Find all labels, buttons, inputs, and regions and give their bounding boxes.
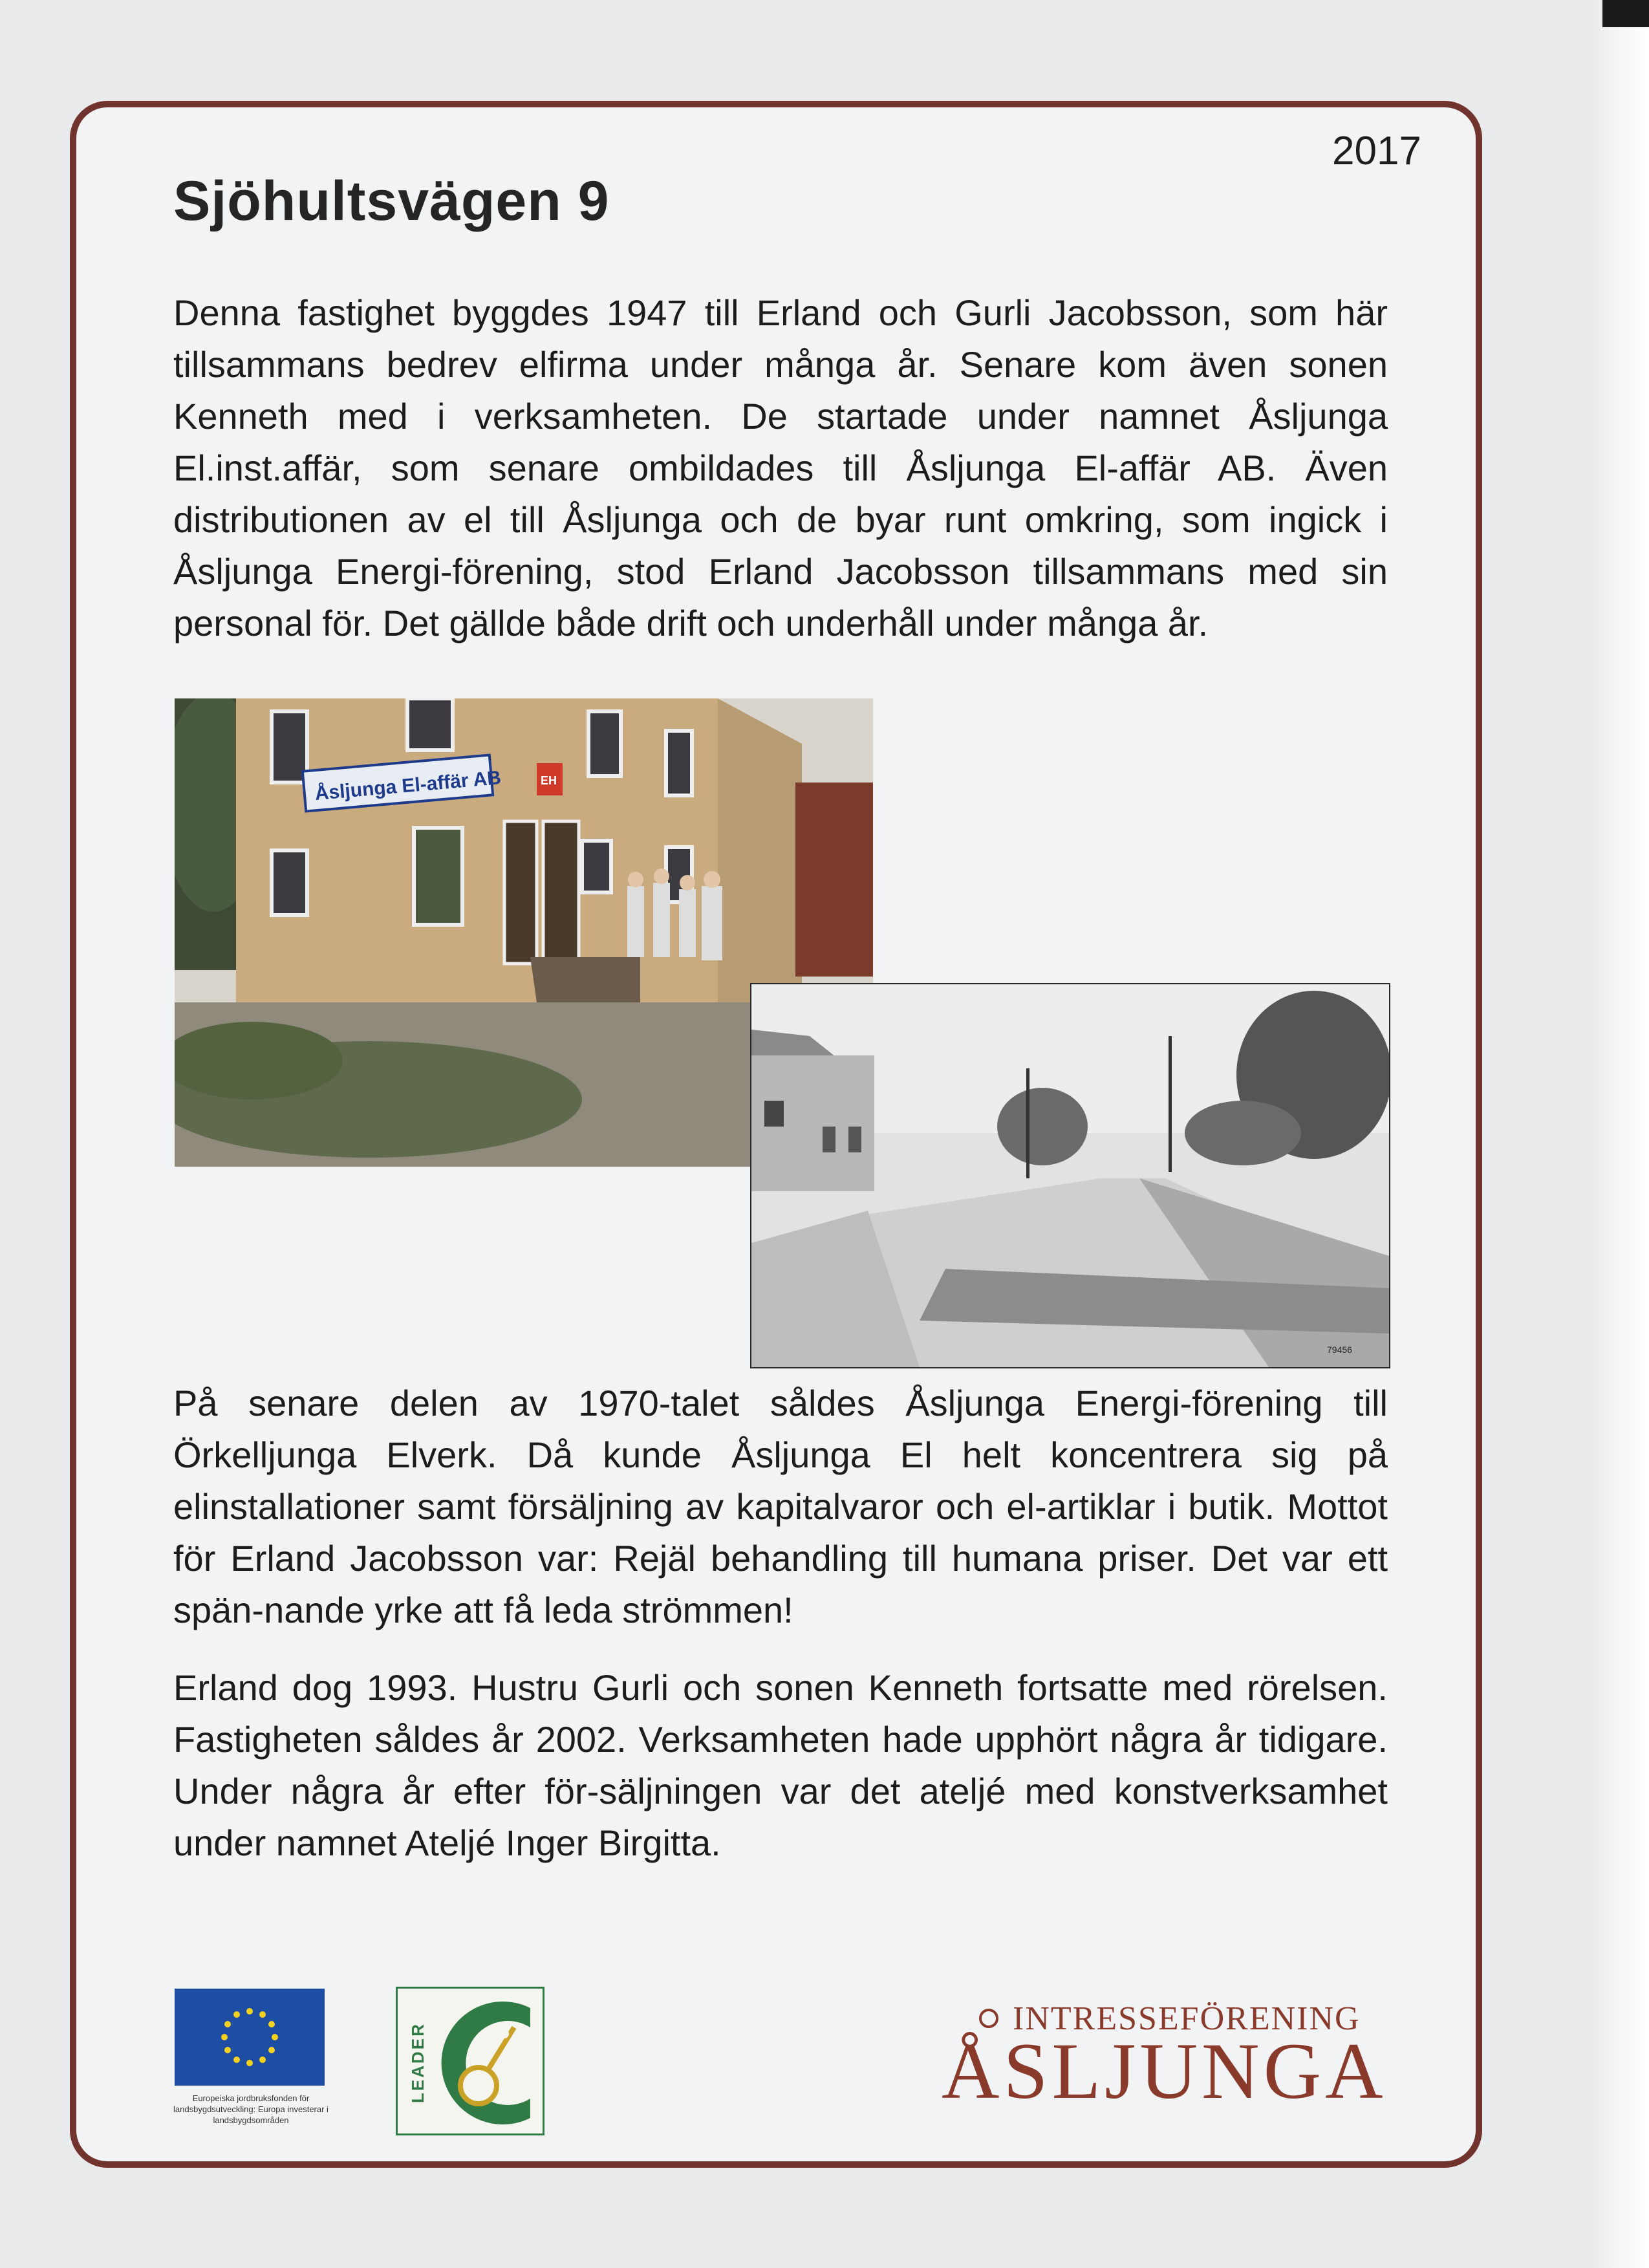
eu-stars-icon (175, 1989, 325, 2086)
scan-corner (1602, 0, 1649, 27)
historic-street-photo (750, 983, 1390, 1368)
page-title: Sjöhultsvägen 9 (173, 170, 610, 232)
archive-number: 79456 (1327, 1345, 1352, 1355)
eu-flag-logo (175, 1989, 325, 2086)
shop-sign-text: Åsljunga El-affär AB (314, 767, 502, 805)
asljunga-association-logo (942, 1994, 1459, 2124)
scan-edge (1591, 0, 1649, 2268)
leader-emblem-icon (398, 1989, 546, 2137)
leader-label: LEADER (408, 2022, 427, 2104)
eu-fund-caption: Europeiska jordbruksfonden för landsbygdsutveckling: Europa investerar i landsbygdsområden (173, 2093, 329, 2125)
paragraph-later-years: Erland dog 1993. Hustru Gurli och sonen Kenneth fortsatte med rörelsen. Fastigheten såldes år 2002. Verksamheten hade upphört några år tidigare. Under några år efter för-säljningen var det ateljé med konstverksamhet under namnet Ateljé Inger Birgitta. (173, 1667, 1388, 1863)
org-name-line2: ÅSLJUNGA (942, 2027, 1387, 2115)
street-illustration (751, 984, 1389, 1367)
paragraph-history: Denna fastighet byggdes 1947 till Erland och Gurli Jacobsson, som här tillsammans bedrev elfirma under många år. Senare kom även sonen Kenneth med i verksamheten. De startade under namnet Åsljunga El.inst.affär, som senare ombildades till Åsljunga El-affär AB. Även distributionen av el till Åsljunga och de byar runt omkring, som ingick i Åsljunga Energi-förening, stod Erland Jacobsson tillsammans med sin personal för. Det gällde både drift och underhåll under många år. (173, 292, 1388, 643)
small-sign-text: EH (541, 774, 557, 787)
paragraph-sale: På senare delen av 1970-talet såldes Åsljunga Energi-förening till Örkelljunga Elverk. Då kunde Åsljunga El helt koncentrera sig på elinstallationer samt försäljning av kapitalvaror och el-artiklar i butik. Mottot för Erland Jacobsson var: Rejäl behandling till humana priser. Det var ett spän-nande yrke att få leda strömmen! (173, 1383, 1388, 1630)
year-label: 2017 (1332, 129, 1421, 173)
leader-logo (396, 1987, 544, 2135)
org-name-line1: INTRESSEFÖRENING (1013, 2000, 1361, 2037)
